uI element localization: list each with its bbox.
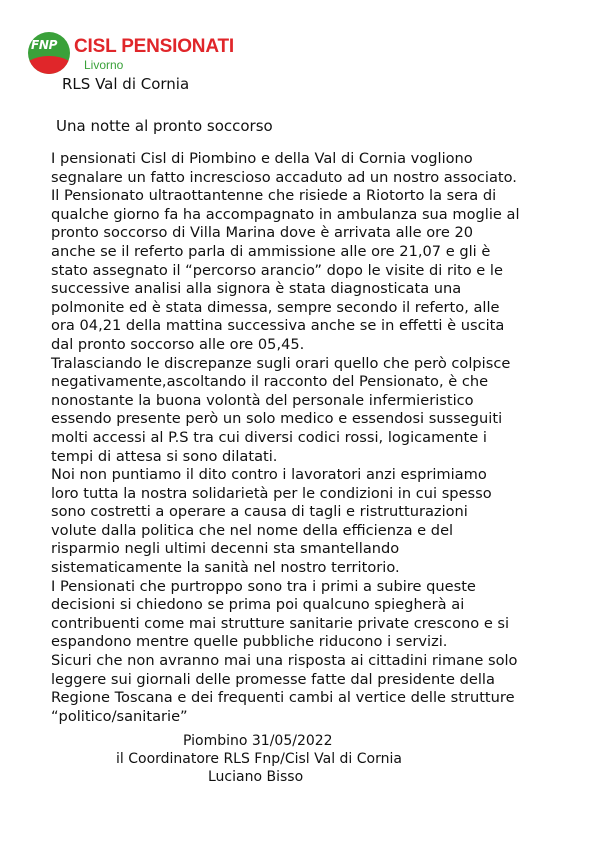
fnp-cisl-pensionati-logo [28, 32, 248, 78]
body-line: Noi non puntiamo il dito contro i lavoratori anzi esprimiamo [51, 466, 487, 484]
body-line: I Pensionati che purtroppo sono tra i primi a subire queste [51, 577, 476, 595]
body-line: polmonite ed è stata dimessa, sempre secondo il referto, alle [51, 298, 500, 316]
body-line: Regione Toscana e dei frequenti cambi al vertice delle strutture [51, 689, 515, 707]
logo-mark-text: FNP [31, 38, 58, 52]
signature-role: il Coordinatore RLS Fnp/Cisl Val di Cornia [116, 751, 402, 767]
body-line: sistematicamente la sanità nel nostro territorio. [51, 559, 400, 577]
body-line: Tralasciando le discrepanze sugli orari quello che però colpisce [51, 354, 511, 372]
letter-body [51, 150, 520, 726]
logo-title: CISL PENSIONATI [74, 36, 234, 57]
logo-swoosh [28, 56, 70, 74]
signature-name: Luciano Bisso [208, 769, 304, 785]
body-line: molti accessi al P.S tra cui diversi codici rossi, logicamente i [51, 428, 487, 446]
body-line: I pensionati Cisl di Piombino e della Val di Cornia vogliono [51, 150, 473, 167]
body-line: anche se il referto parla di ammissione alle ore 21,07 e gli è [51, 242, 491, 260]
body-line: essendo presente però un solo medico e essendosi susseguiti [51, 410, 503, 428]
body-line: tempi di attesa si sono dilatati. [51, 447, 278, 465]
letter-subject: Una notte al pronto soccorso [56, 117, 273, 135]
body-line: espandono mentre quelle pubbliche riducono i servizi. [51, 633, 448, 651]
body-line: Sicuri che non avranno mai una risposta ai cittadini rimane solo [51, 652, 518, 670]
logo-subtitle: Livorno [84, 58, 124, 72]
organization-name: RLS Val di Cornia [62, 75, 190, 93]
fnp-logo-mark [28, 32, 70, 74]
body-line: leggere sui giornali delle promesse fatte dal presidente della [51, 670, 495, 688]
body-line: stato assegnato il “percorso arancio” dopo le visite di rito e le [51, 261, 503, 279]
body-line: contribuenti come mai strutture sanitarie private crescono e si [51, 614, 510, 632]
body-line: qualche giorno fa ha accompagnato in ambulanza sua moglie al [51, 205, 520, 223]
body-line: volute dalla politica che nel nome della efficienza e del [51, 521, 454, 539]
body-line: negativamente,ascoltando il racconto del Pensionato, è che [51, 373, 489, 391]
body-line: Il Pensionato ultraottantenne che risiede a Riotorto la sera di [51, 187, 497, 205]
body-line: loro tutta la nostra solidarietà per le condizioni in cui spesso [51, 484, 492, 502]
body-line: nonostante la buona volontà del personale infermieristico [51, 391, 474, 409]
body-line: ora 04,21 della mattina successiva anche se in effetti è uscita [51, 317, 505, 335]
body-line: decisioni si chiedono se prima poi qualcuno spiegherà ai [51, 596, 465, 614]
body-line: sono costretti a operare a causa di tagli e ristrutturazioni [51, 503, 468, 521]
body-line: pronto soccorso di Villa Marina dove è arrivata alle ore 20 [51, 224, 474, 242]
body-line: dal pronto soccorso alle ore 05,45. [51, 335, 305, 353]
body-line: risparmio negli ultimi decenni sta smantellando [51, 540, 400, 558]
body-line: “politico/sanitarie” [51, 707, 188, 725]
body-line: segnalare un fatto increscioso accaduto ad un nostro associato. [51, 168, 517, 186]
body-line: successive analisi alla signora è stata diagnosticata una [51, 280, 462, 298]
signature-place-date: Piombino 31/05/2022 [183, 733, 333, 749]
